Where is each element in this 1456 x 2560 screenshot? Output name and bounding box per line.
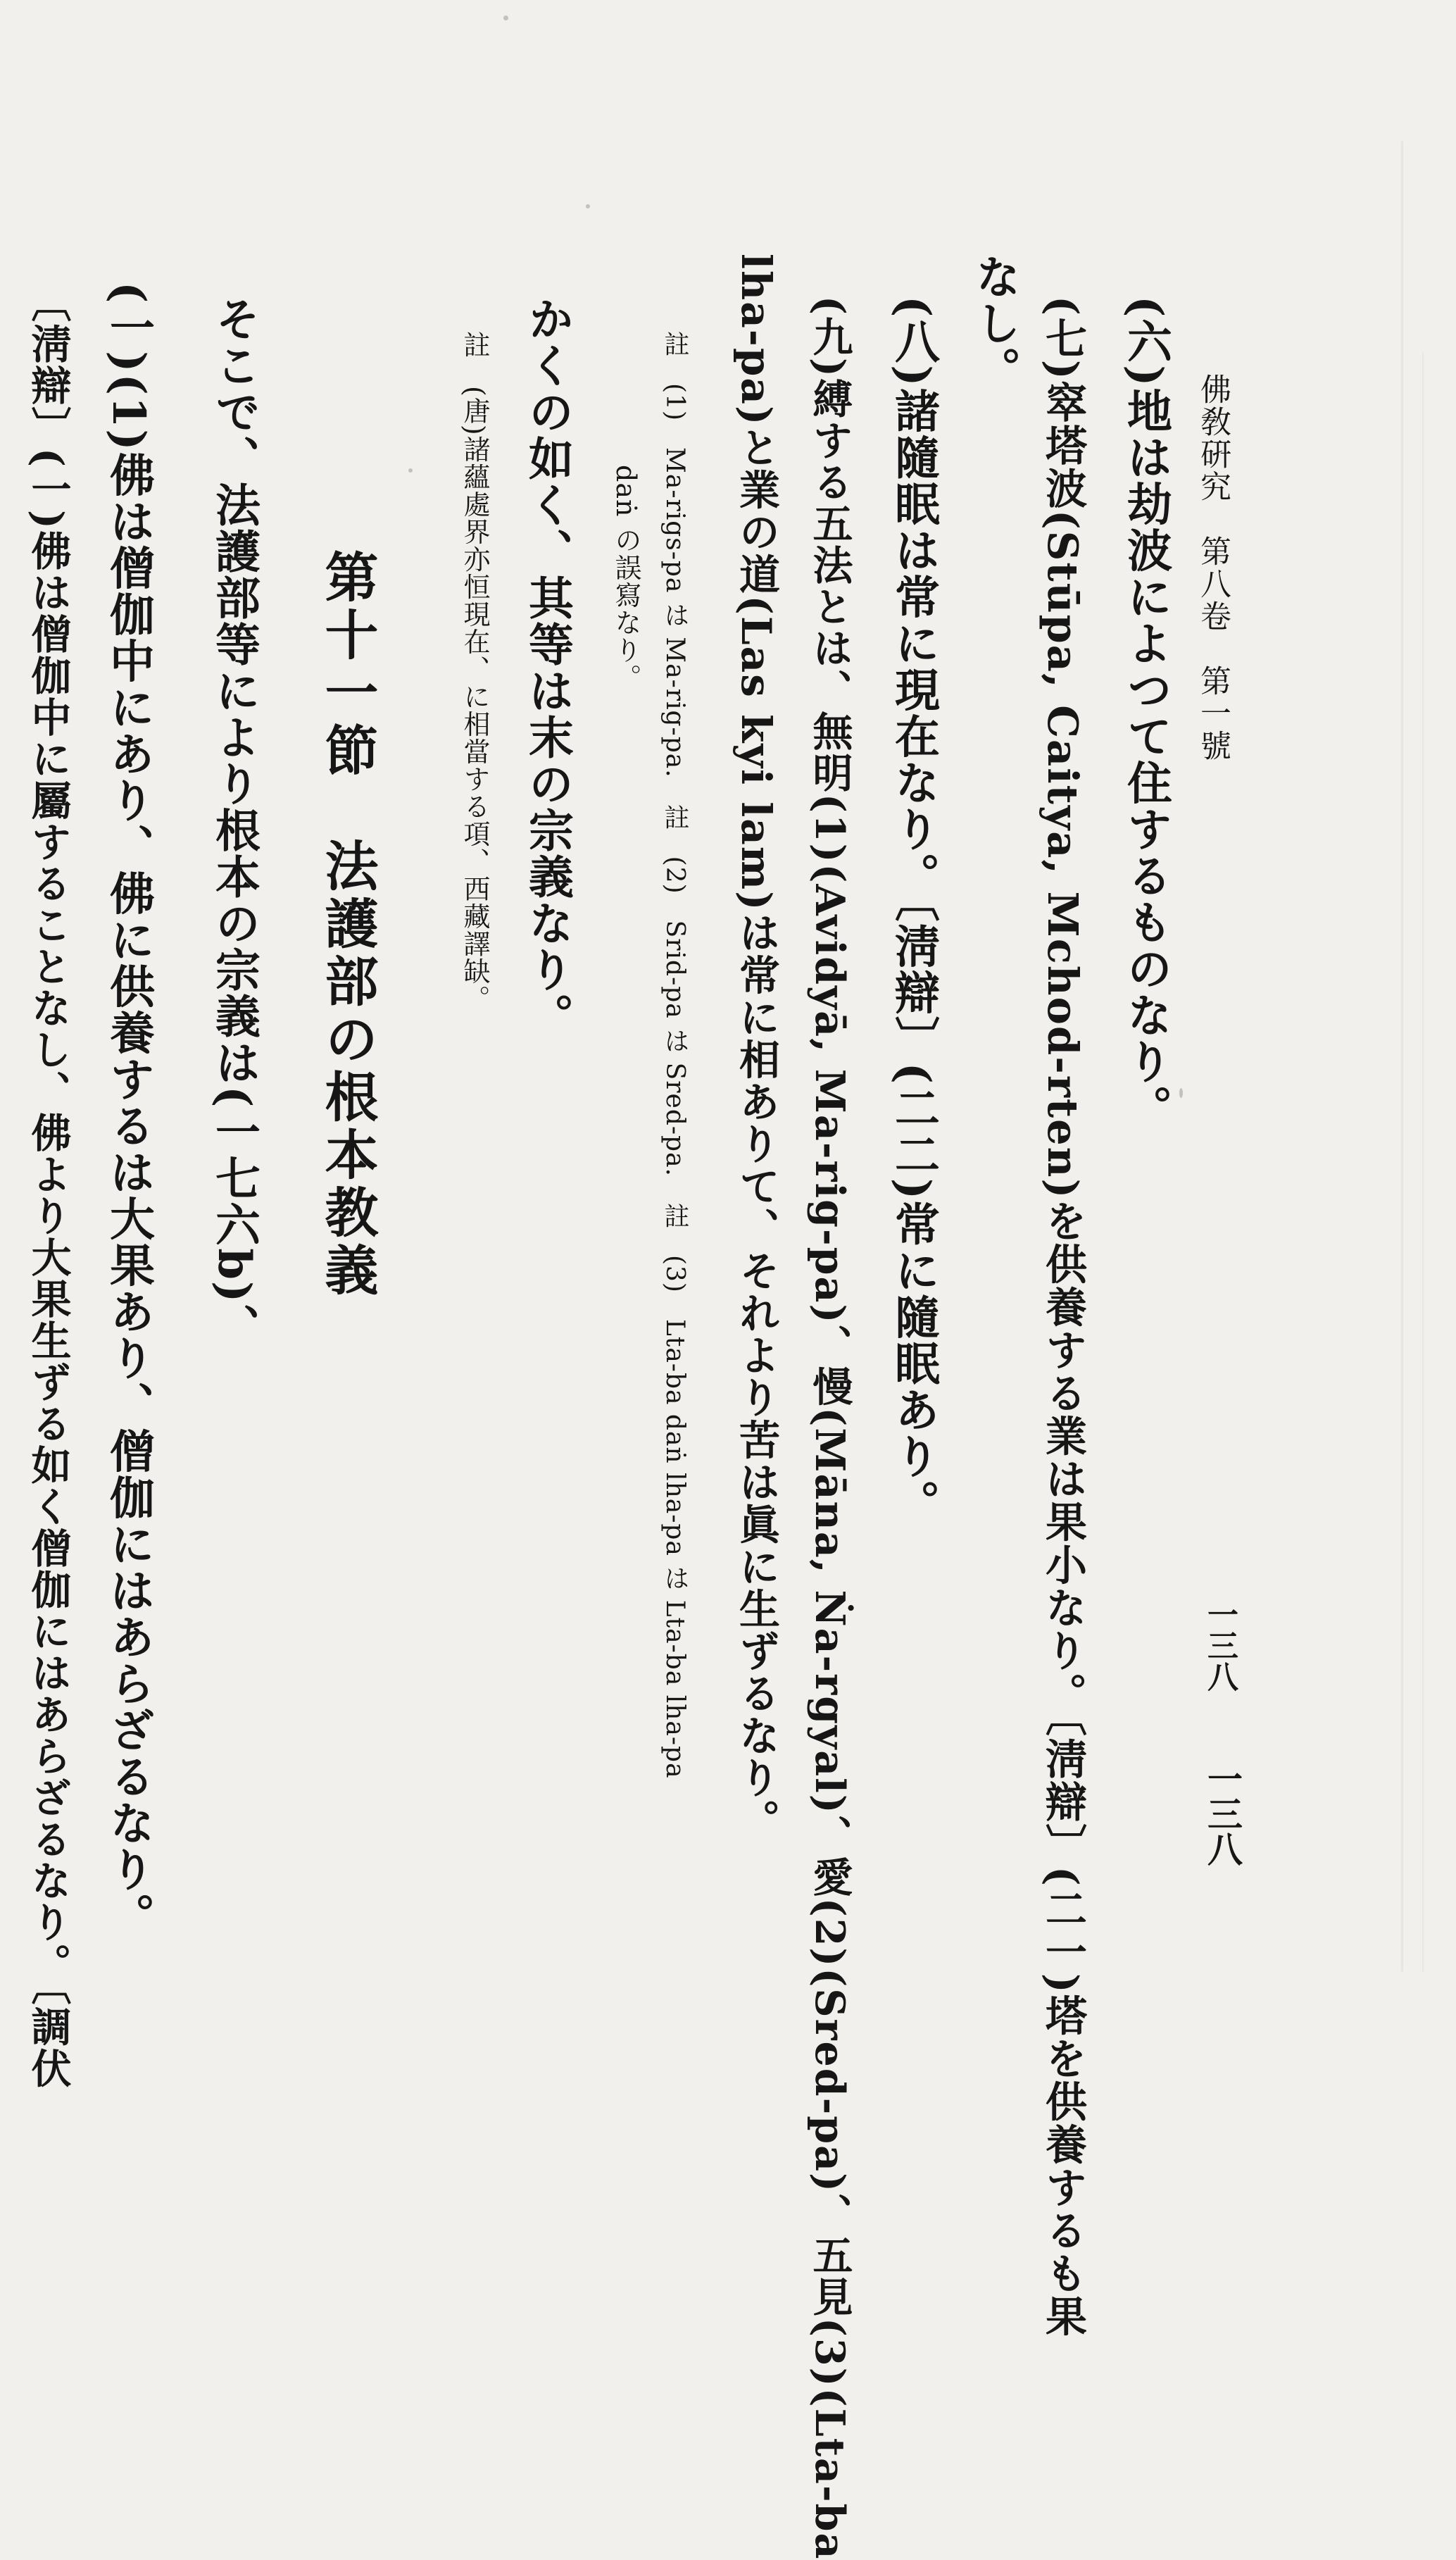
scan-speckle — [1401, 141, 1403, 1972]
body-line-1: (六)地は劫波によつて住するものなり。 — [1119, 296, 1172, 1132]
body-line-4: (八)諸隨眠は常に現在なり。〔淸辯〕(二二)常に隨眠あり。 — [887, 296, 940, 1527]
body-line-2: (七)窣塔波(Stūpa, Caitya, Mchod-rten)を供養する業は果小なり。〔淸辯〕(二一)塔を供養するも果 — [1038, 296, 1087, 2338]
footnote-1-cont: daṅ の誤寫なり。 — [610, 465, 641, 692]
scan-speckle — [408, 468, 413, 473]
footnote-2: 註 (唐)諸蘊處界亦恒現在、に相當する項、西藏譯缺。 — [459, 331, 490, 1013]
scan-speckle — [1179, 1088, 1183, 1098]
body-line-3: なし。 — [968, 254, 1021, 393]
scan-speckle — [586, 204, 590, 208]
running-title: 佛敎硏究 第八卷 第一號 — [1195, 373, 1231, 762]
body-line-7: かくの如く、其等は末の宗義なり。 — [521, 296, 574, 1039]
page-number-bold: 一三八 — [1202, 1761, 1243, 1866]
scan-speckle — [503, 15, 508, 20]
footnote-1: 註 (1) Ma-rigs-pa は Ma-rig-pa. 註 (2) Srid-pa は Sred-pa. 註 (3) Lta-ba daṅ lha-pa は Lta-ba lha-pa — [660, 331, 689, 1779]
section-heading: 第十一節 法護部の根本教義 — [316, 549, 379, 1300]
page-number-kanji: 一三八 — [1202, 1599, 1238, 1692]
body-line-5: (九)縛する五法とは、無明(1)(Avidyā, Ma-rig-pa)、慢(Māna, Ṅa-rgyal)、愛(2)(Sred-pa)、五見(3)(Lta-ba — [806, 296, 853, 2560]
body-line-9: (一)(1)佛は僧伽中にあり、佛に供養するは大果あり、僧伽にはあらざるなり。 — [102, 282, 155, 1940]
scan-speckle — [1422, 352, 1424, 1972]
body-line-8: そこで、法護部等により根本の宗義は(一七六b)、 — [208, 296, 261, 1351]
body-line-6: lha-pa)と業の道(Las kyi lam)は常に相ありて、それより苦は眞に生ずるなり。 — [732, 254, 780, 1842]
body-line-10: 〔淸辯〕(一)佛は僧伽中に屬することなし、佛より大果生ずる如く僧伽にはあらざるなり。〔調伏 — [25, 282, 72, 2090]
